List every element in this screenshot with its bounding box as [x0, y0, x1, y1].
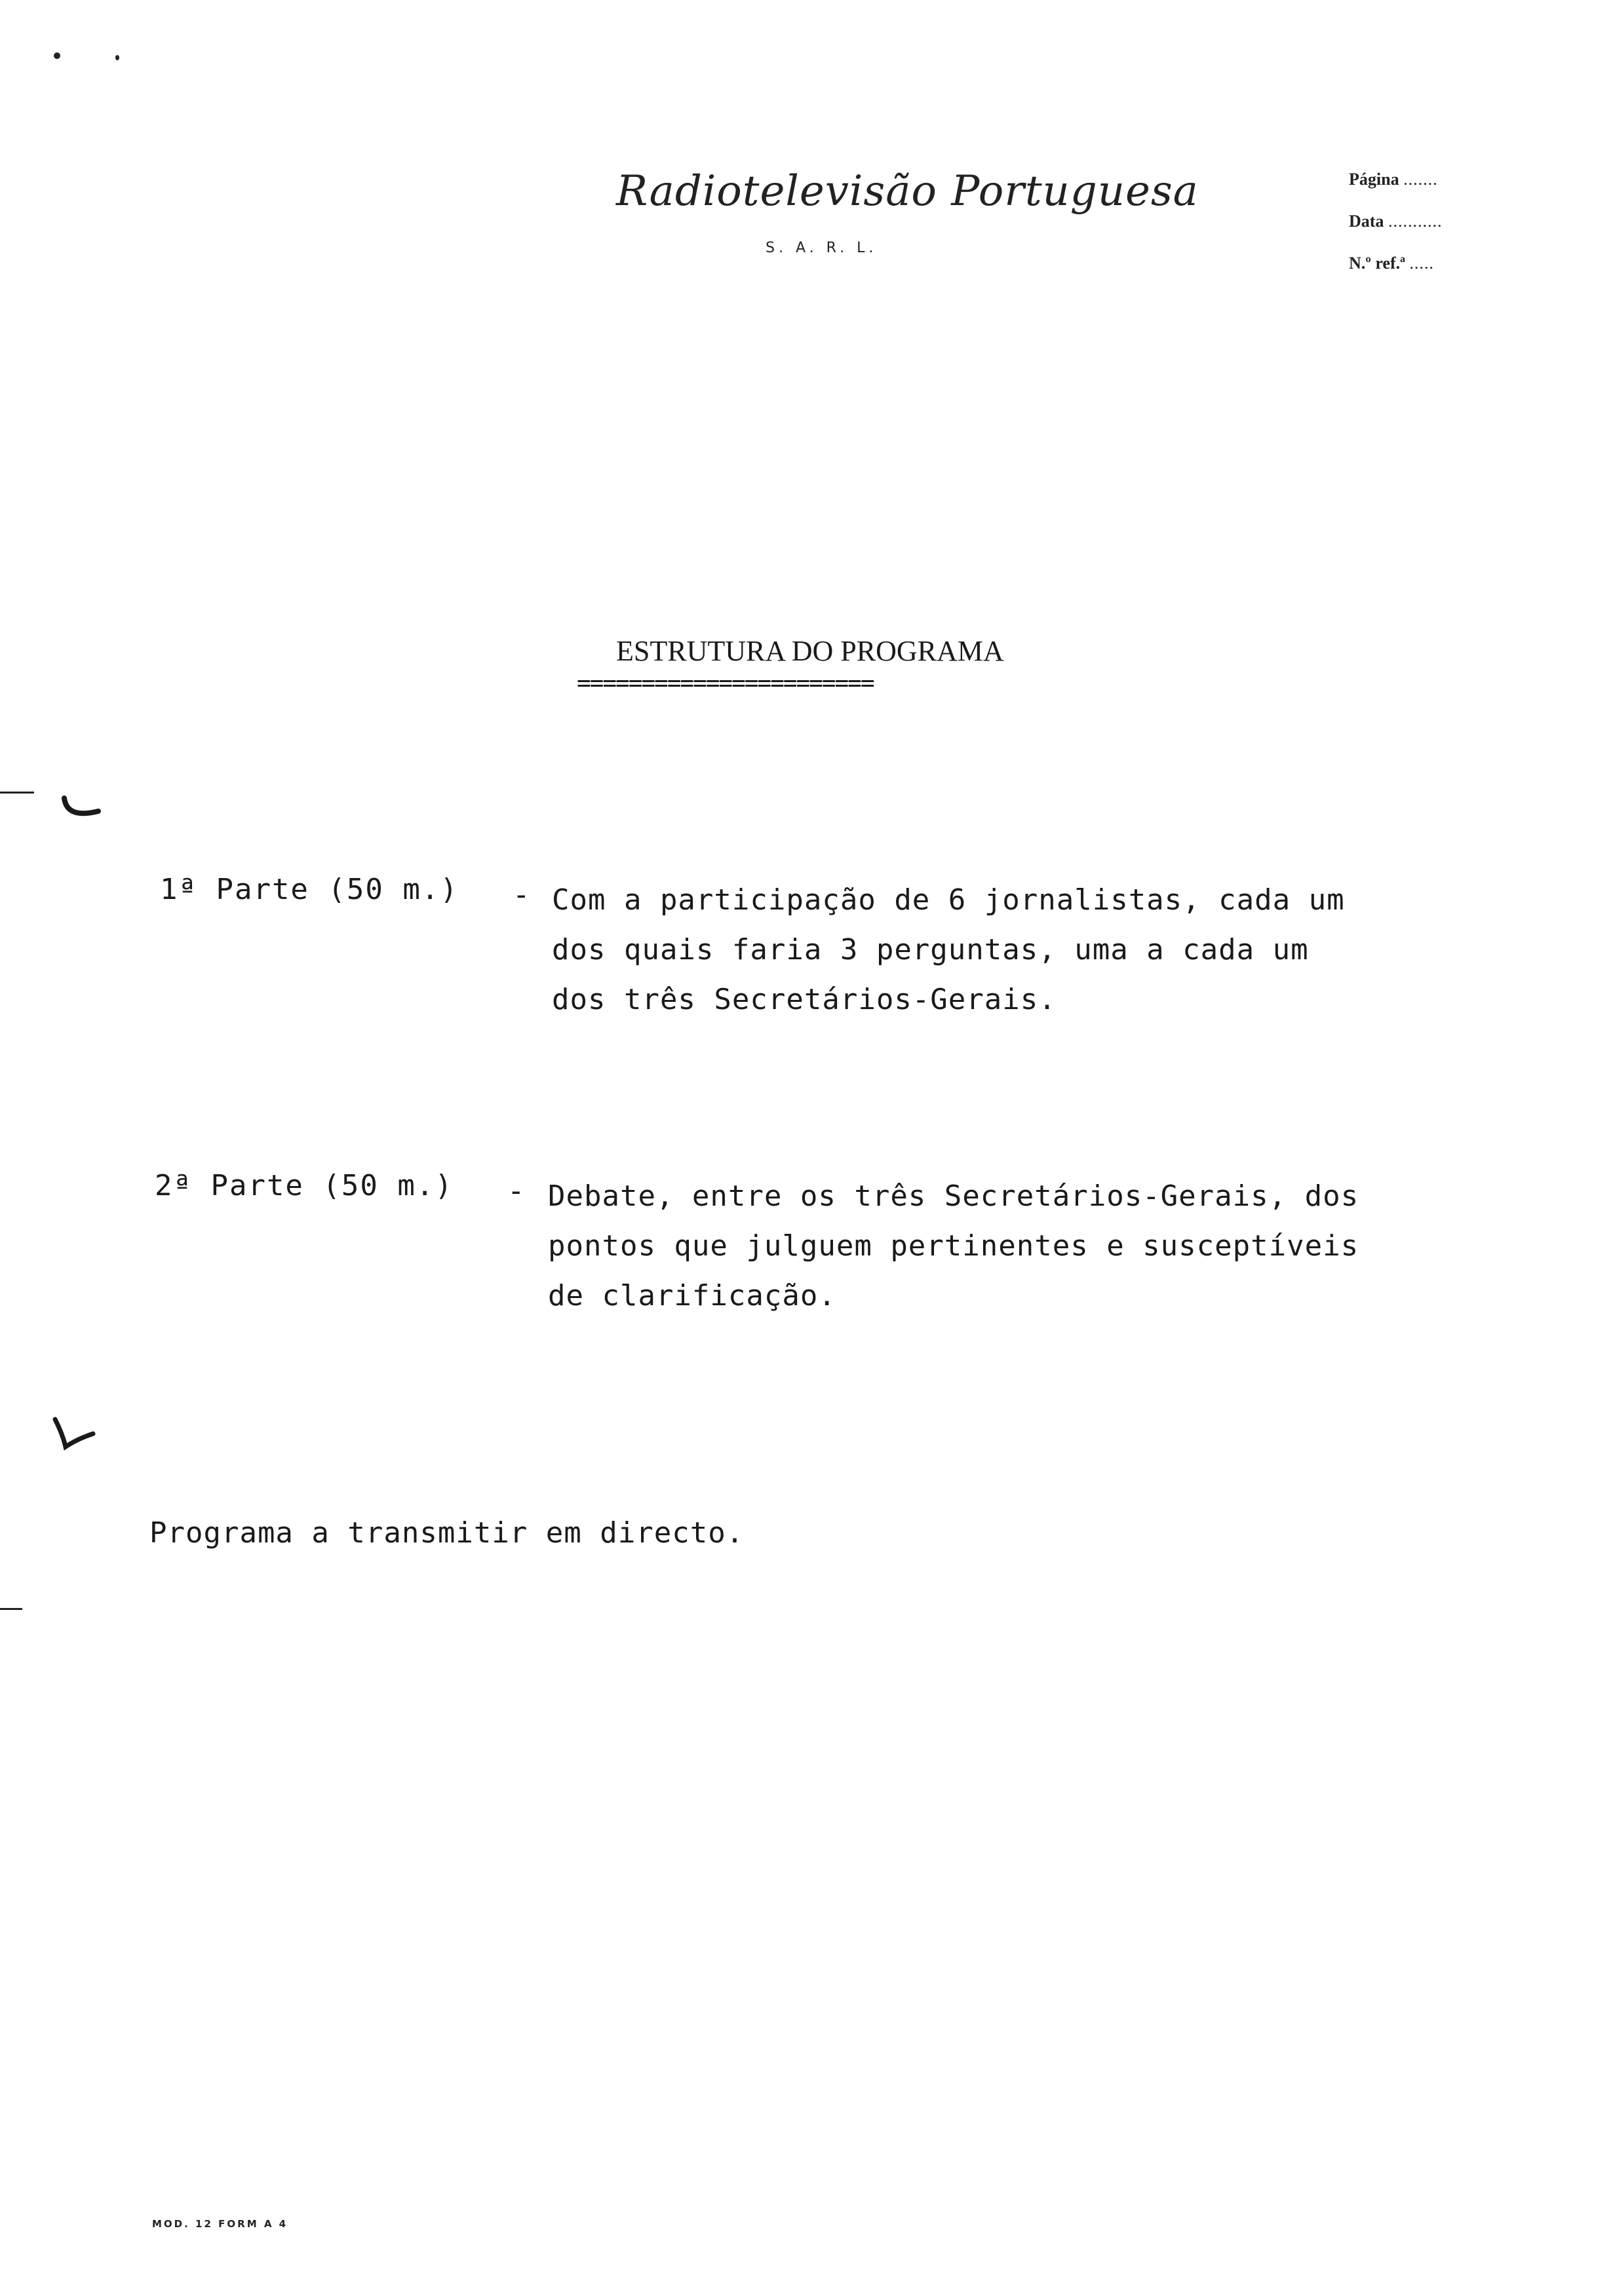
part-1-label: 1ª Parte (50 m.) [160, 873, 459, 906]
field-ref [1349, 242, 1442, 284]
part-2-line: de clarificação. [548, 1279, 836, 1312]
part-1-line: dos três Secretários-Gerais. [552, 983, 1057, 1016]
edge-mark [0, 792, 34, 794]
check-mark-icon [51, 1415, 104, 1461]
field-label: Data [1349, 212, 1384, 231]
field-data [1349, 201, 1442, 242]
field-pagina [1349, 159, 1442, 201]
part-2-dash: - [507, 1174, 525, 1208]
field-dots: ........... [1388, 212, 1443, 231]
field-label: N.º ref.ª [1349, 254, 1405, 273]
part-2-line: pontos que julguem pertinentes e susceptíveis [548, 1229, 1359, 1263]
part-2-description [548, 1172, 1359, 1321]
field-dots: ....... [1403, 170, 1438, 189]
scan-speck [115, 55, 119, 60]
document-title: ESTRUTURA DO PROGRAMA [616, 635, 1004, 667]
closing-note: Programa a transmitir em directo. [149, 1516, 745, 1550]
part-2-line: Debate, entre os três Secretários-Gerais, dos [548, 1179, 1359, 1213]
part-1-dash: - [513, 878, 530, 911]
scan-speck [54, 52, 60, 59]
field-label: Página [1349, 170, 1399, 189]
part-1-description [552, 875, 1345, 1025]
part-2-label: 2ª Parte (50 m.) [155, 1169, 454, 1202]
check-mark-icon [60, 793, 106, 826]
letterhead-fields [1349, 159, 1442, 284]
form-code: MOD. 12 FORM A 4 [152, 2218, 288, 2230]
field-dots: ..... [1409, 254, 1434, 273]
edge-mark [0, 1608, 22, 1610]
company-logo: Radiotelevisão Portuguesa [616, 167, 1199, 216]
company-type: S. A. R. L. [766, 240, 878, 256]
title-underline: ======================= [577, 670, 874, 697]
part-1-line: dos quais faria 3 perguntas, uma a cada um [552, 933, 1309, 966]
part-1-line: Com a participação de 6 jornalistas, cada um [552, 883, 1345, 917]
